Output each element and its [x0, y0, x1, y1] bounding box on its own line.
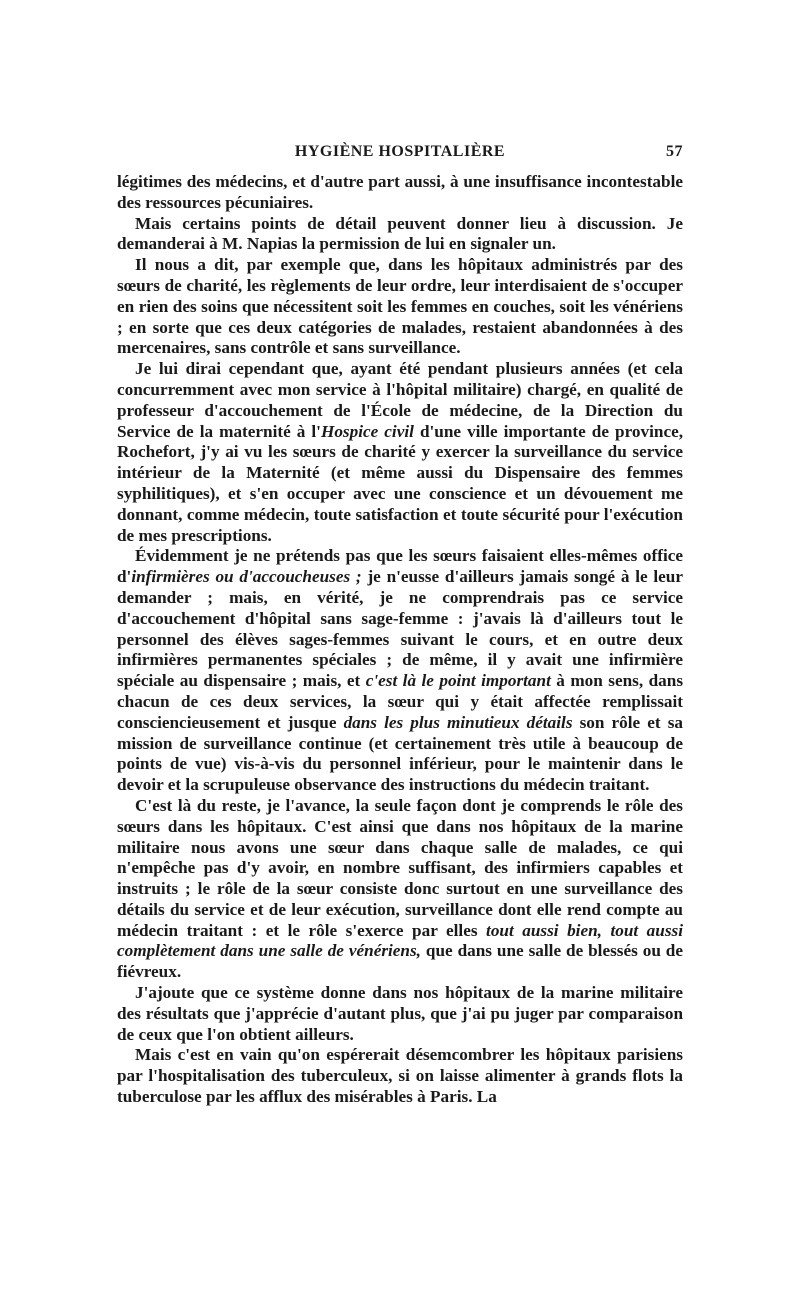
page-number: 57	[666, 143, 683, 160]
book-page	[117, 140, 683, 1108]
italic-phrase: Hospice civil	[320, 421, 414, 441]
italic-phrase: c'est là le point important	[365, 671, 551, 691]
paragraph: J'ajoute que ce système donne dans nos hôpitaux de la marine militaire des résultats que j'apprécie d'autant plus, que j'ai pu juger par comparaison de ceux que l'on obtient ailleurs.	[117, 983, 683, 1044]
paragraph: C'est là du reste, je l'avance, la seule façon dont je comprends le rôle des sœurs dans les hôpitaux. C'est ainsi que dans nos hôpitaux de la marine militaire nous avons une sœur dans chaque salle de malades, ce qui n'empêche pas d'y avoir, en nombre suffisant, des infirmiers capables et instruits ; le rôle de la sœur consiste donc surtout en une surveillance des détails du service et de leur exécution, surveillance dont elle rend compte au médecin traitant : et le rôle s'exerce par elles tout aussi bien, tout aussi complètement dans une salle de vénériens, que dans une salle de blessés ou de fiévreux.	[117, 795, 683, 982]
paragraph: Je lui dirai cependant que, ayant été pendant plusieurs années (et cela concurremment avec mon service à l'hôpital militaire) chargé, en qualité de professeur d'accouchement de l'École de médecine, de la Direction du Service de la maternité à l'Hospice civil d'une ville importante de province, Rochefort, j'y ai vu les sœurs de charité y exercer la surveillance du service intérieur de la Maternité (et même aussi du Dispensaire des femmes syphilitiques), et s'en occuper avec une conscience et un dévouement me donnant, comme médecin, toute satisfaction et toute sécurité pour l'exécution de mes prescriptions.	[117, 359, 683, 545]
paragraph: légitimes des médecins, et d'autre part aussi, à une insuffisance incontestable des ressources pécuniaires.	[117, 172, 683, 212]
paragraph: Mais c'est en vain qu'on espérerait désemcombrer les hôpitaux parisiens par l'hospitalisation des tuberculeux, si on laisse alimenter à grands flots la tuberculose par les afflux des misérables à Paris. La	[117, 1045, 683, 1107]
body-text	[117, 172, 683, 1108]
running-head	[117, 140, 683, 166]
paragraph: Mais certains points de détail peuvent donner lieu à discussion. Je demanderai à M. Napias la permission de lui en signaler un.	[117, 213, 683, 254]
running-title: HYGIÈNE HOSPITALIÈRE	[294, 143, 506, 160]
italic-phrase: tout aussi bien, tout aussi complètement dans une salle de vénériens,	[117, 920, 683, 961]
italic-phrase: infirmières ou d'accoucheuses ;	[131, 567, 362, 587]
paragraph: Évidemment je ne prétends pas que les sœurs faisaient elles-mêmes office d'infirmières ou d'accoucheuses ; je n'eusse d'ailleurs jamais songé à le leur demander ; mais, en vérité, je ne comprendrais pas ce service d'accouchement d'hôpital sans sage-femme : j'avais là d'ailleurs tout le personnel des élèves sages-femmes suivant le cours, et en outre deux infirmières permanentes spéciales ; de même, il y avait une infirmière spéciale au dispensaire ; mais, et c'est là le point important à mon sens, dans chacun de ces deux services, la sœur qui y était affectée remplissait consciencieusement et jusque dans les plus minutieux détails son rôle et sa mission de surveillance continue (et certainement très utile à beaucoup de points de vue) vis-à-vis du personnel inférieur, pour le maintenir dans le devoir et la scrupuleuse observance des instructions du médecin traitant.	[117, 546, 684, 795]
italic-phrase: dans les plus minutieux détails	[343, 712, 573, 732]
paragraph: Il nous a dit, par exemple que, dans les hôpitaux administrés par des sœurs de charité, les règlements de leur ordre, leur interdisaient de s'occuper en rien des soins que nécessitent soit les femmes en couches, soit les vénériens ; en sorte que ces deux catégories de malades, restaient abandonnées à des mercenaires, sans contrôle et sans surveillance.	[117, 255, 683, 358]
